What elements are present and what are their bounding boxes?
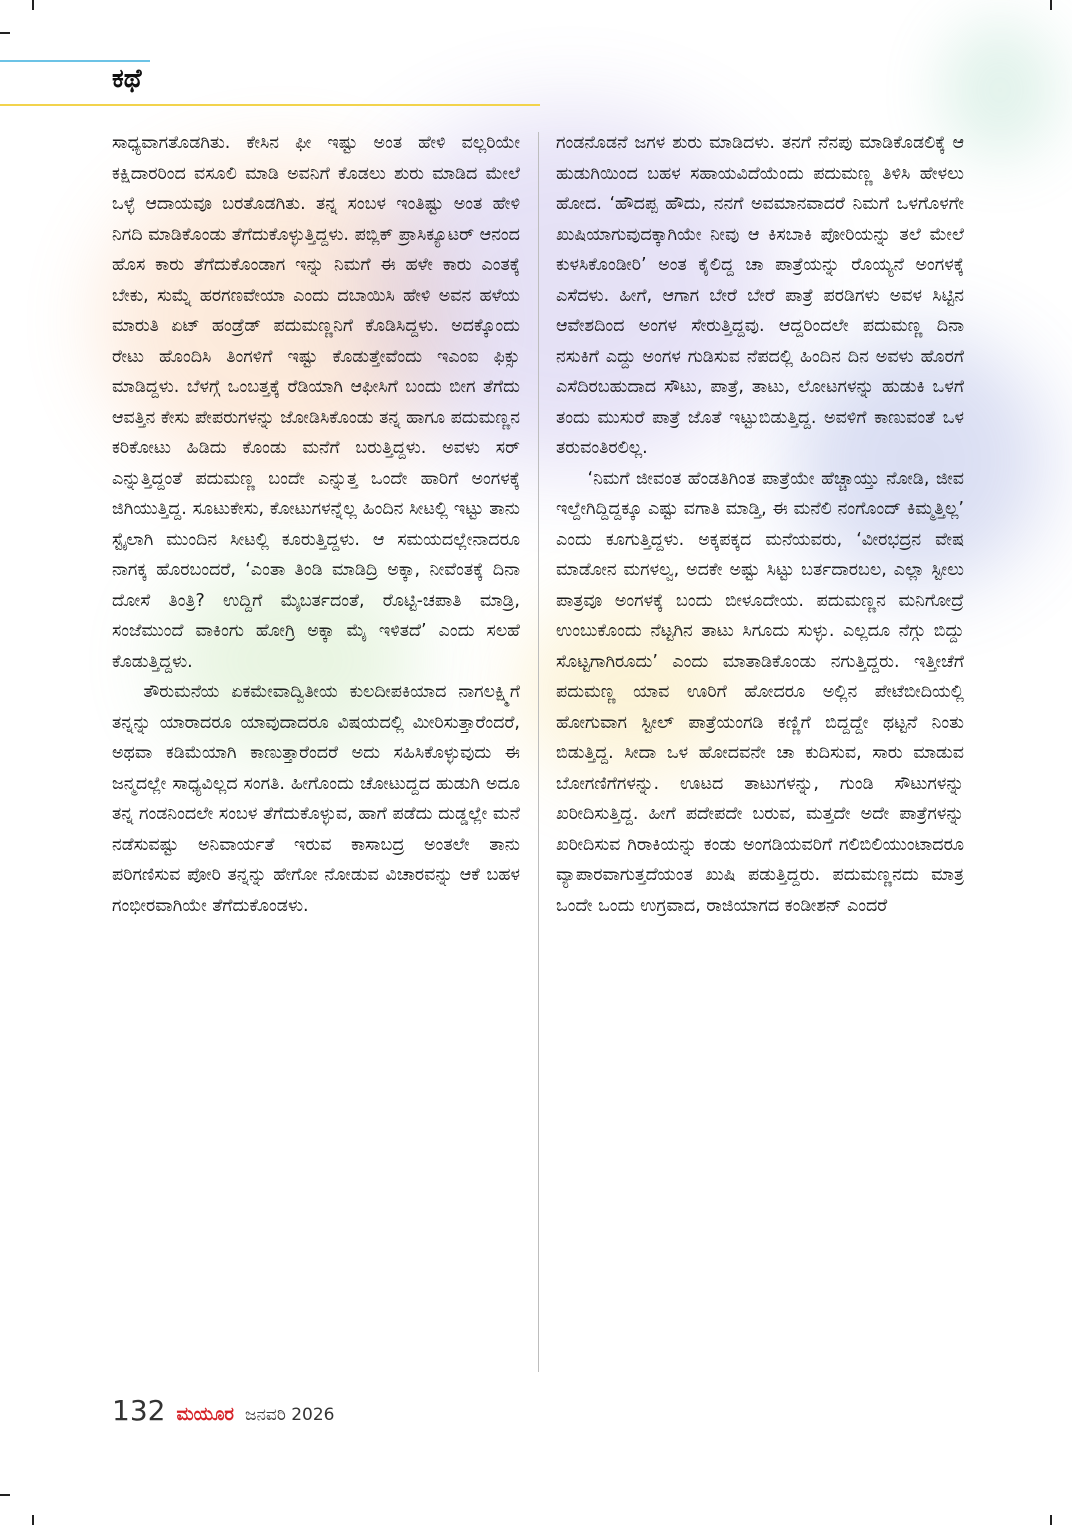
paragraph: ಸಾಧ್ಯವಾಗತೊಡಗಿತು. ಕೇಸಿನ ಫೀ ಇಷ್ಟು ಅಂತ ಹೇಳಿ ವಲ್ಲರಿಯೇ ಕಕ್ಷಿದಾರರಿಂದ ವಸೂಲಿ ಮಾಡಿ ಅವನಿಗೆ ಕೊಡಲು ಶುರು ಮಾಡಿದ ಮೇಲೆ ಒಳ್ಳೆ ಆದಾಯವೂ ಬರತೊಡಗಿತು. ತನ್ನ ಸಂಬಳ ಇಂತಿಷ್ಟು ಅಂತ ಹೇಳಿ ನಿಗದಿ ಮಾಡಿಕೊಂಡು ತೆಗೆದುಕೊಳ್ಳುತ್ತಿದ್ದಳು. ಪಬ್ಲಿಕ್ ಪ್ರಾಸಿಕ್ಯೂಟರ್ ಆನಂದ ಹೊಸ ಕಾರು ತೆಗೆದುಕೊಂಡಾಗ ಇನ್ನು ನಿಮಗೆ ಈ ಹಳೇ ಕಾರು ಎಂತಕ್ಕೆ ಬೇಕು, ಸುಮ್ನೆ ಹರಗಣವೇಯಾ ಎಂದು ದಬಾಯಿಸಿ ಹೇಳಿ ಅವನ ಹಳೆಯ ಮಾರುತಿ ಏಟ್ ಹಂಡ್ರೆಡ್ ಪದುಮಣ್ಣನಿಗೆ ಕೊಡಿಸಿದ್ದಳು. ಅದಕ್ಕೊಂದು ರೇಟು ಹೊಂದಿಸಿ ತಿಂಗಳಿಗೆ ಇಷ್ಟು ಕೊಡುತ್ತೇವೆಂದು ಇಎಂಐ ಫಿಕ್ಸು ಮಾಡಿದ್ದಳು. ಬೆಳಗ್ಗೆ ಒಂಬತ್ತಕ್ಕೆ ರೆಡಿಯಾಗಿ ಆಫೀಸಿಗೆ ಬಂದು ಬೀಗ ತೆಗೆದು ಆವತ್ತಿನ ಕೇಸು ಪೇಪರುಗಳನ್ನು ಜೋಡಿಸಿಕೊಂಡು ತನ್ನ ಹಾಗೂ ಪದುಮಣ್ಣನ ಕರಿಕೋಟು ಹಿಡಿದು ಕೊಂಡು ಮನೆಗೆ ಬರುತ್ತಿದ್ದಳು. ಅವಳು ಸರ್ ಎನ್ನುತ್ತಿದ್ದಂತೆ ಪದುಮಣ್ಣ ಬಂದೇ ಎನ್ನುತ್ತ ಒಂದೇ ಹಾರಿಗೆ ಅಂಗಳಕ್ಕೆ ಜಿಗಿಯುತ್ತಿದ್ದ. ಸೂಟುಕೇಸು, ಕೋಟುಗಳನ್ನೆಲ್ಲ ಹಿಂದಿನ ಸೀಟಲ್ಲಿ ಇಟ್ಟು ತಾನು ಸ್ಟೈಲಾಗಿ ಮುಂದಿನ ಸೀಟಲ್ಲಿ ಕೂರುತ್ತಿದ್ದಳು. ಆ ಸಮಯದಲ್ಲೇನಾದರೂ ನಾಗಕ್ಕ ಹೊರಬಂದರೆ, ‘ಎಂತಾ ತಿಂಡಿ ಮಾಡಿದ್ರಿ ಅಕ್ಕಾ, ನೀವೆಂತಕ್ಕೆ ದಿನಾ ದೋಸೆ ತಿಂತ್ರಿ? ಉದ್ದಿಗೆ ಮೈಬರ್ತದಂತೆ, ರೊಟ್ಟಿ-ಚಪಾತಿ ಮಾಡ್ರಿ, ಸಂಜೆಮುಂದೆ ವಾಕಿಂಗು ಹೋಗ್ರಿ ಅಕ್ಕಾ ಮೈ ಇಳಿತದೆ’ ಎಂದು ಸಲಹೆ ಕೊಡುತ್ತಿದ್ದಳು. [112,133,520,672]
crop-mark [32,0,34,10]
crop-mark [1050,1515,1052,1525]
crop-mark [32,1515,34,1525]
paragraph: ‘ನಿಮಗೆ ಜೀವಂತ ಹೆಂಡತಿಗಿಂತ ಪಾತ್ರೆಯೇ ಹೆಚ್ಚಾಯ್ತು ನೋಡಿ, ಜೀವ ಇಲ್ದೇಗಿದ್ದಿದ್ದಕ್ಕೂ ಎಷ್ಟು ವಗಾತಿ ಮಾಡ್ತಿ, ಈ ಮನೆಲಿ ನಂಗೊಂದ್ ಕಿಮ್ಮತ್ತಿಲ್ಲ’ ಎಂದು ಕೂಗುತ್ತಿದ್ದಳು. ಅಕ್ಕಪಕ್ಕದ ಮನೆಯವರು, ‘ವೀರಭದ್ರನ ವೇಷ ಮಾಡೋನ ಮಗಳಲ್ವ, ಅದಕೇ ಅಷ್ಟು ಸಿಟ್ಟು ಬರ್ತದಾರಬಲ, ಎಲ್ಲಾ ಸ್ಟೀಲು ಪಾತ್ರವೂ ಅಂಗಳಕ್ಕೆ ಬಂದು ಬೀಳೂದೇಯ. ಪದುಮಣ್ಣನ ಮನಿಗೋದ್ರೆ ಉಂಬುಕೊಂದು ನೆಟ್ಟಗಿನ ತಾಟು ಸಿಗೂದು ಸುಳ್ಳು. ಎಲ್ಲದೂ ನೆಗ್ಗು ಬಿದ್ದು ಸೊಟ್ಟಗಾಗಿರೂದು’ ಎಂದು ಮಾತಾಡಿಕೊಂಡು ನಗುತ್ತಿದ್ದರು. ಇತ್ತೀಚೆಗೆ ಪದುಮಣ್ಣ ಯಾವ ಊರಿಗೆ ಹೋದರೂ ಅಲ್ಲಿನ ಪೇಟೆಬೀದಿಯಲ್ಲಿ ಹೋಗುವಾಗ ಸ್ಟೀಲ್ ಪಾತ್ರೆಯಂಗಡಿ ಕಣ್ಣಿಗೆ ಬಿದ್ದದ್ದೇ ಥಟ್ಟನೆ ನಿಂತು ಬಿಡುತ್ತಿದ್ದ. ಸೀದಾ ಒಳ ಹೋದವನೇ ಚಾ ಕುದಿಸುವ, ಸಾರು ಮಾಡುವ ಬೋಗಣಿಗೆಗಳನ್ನು. ಊಟದ ತಾಟುಗಳನ್ನು, ಗುಂಡಿ ಸೌಟುಗಳನ್ನು ಖರೀದಿಸುತ್ತಿದ್ದ. ಹೀಗೆ ಪದೇಪದೇ ಬರುವ, ಮತ್ತದೇ ಅದೇ ಪಾತ್ರೆಗಳನ್ನು ಖರೀದಿಸುವ ಗಿರಾಕಿಯನ್ನು ಕಂಡು ಅಂಗಡಿಯವರಿಗೆ ಗಲಿಬಿಲಿಯುಂಟಾದರೂ ವ್ಯಾಪಾರವಾಗುತ್ತದೆಯಂತ ಖುಷಿ ಪಡುತ್ತಿದ್ದರು. ಪದುಮಣ್ಣನದು ಮಾತ್ರ ಒಂದೇ ಒಂದು ಉಗ್ರವಾದ, ರಾಜಿಯಾಗದ ಕಂಡೀಶನ್ ಎಂದರೆ [556,468,964,916]
section-rule-blue [0,60,150,62]
paragraph: ತೌರುಮನೆಯ ಏಕಮೇವಾದ್ವಿತೀಯ ಕುಲದೀಪಕಿಯಾದ ನಾಗಲಕ್ಷ್ಮಿಗೆ ತನ್ನನ್ನು ಯಾರಾದರೂ ಯಾವುದಾದರೂ ವಿಷಯದಲ್ಲಿ ಮೀರಿಸುತ್ತಾರೆಂದರೆ, ಅಥವಾ ಕಡಿಮೆಯಾಗಿ ಕಾಣುತ್ತಾರೆಂದರೆ ಅದು ಸಹಿಸಿಕೊಳ್ಳುವುದು ಈ ಜನ್ಮದಲ್ಲೇ ಸಾಧ್ಯವಿಲ್ಲದ ಸಂಗತಿ. ಹೀಗೊಂದು ಚೋಟುದ್ದದ ಹುಡುಗಿ ಅದೂ ತನ್ನ ಗಂಡನಿಂದಲೇ ಸಂಬಳ ತೆಗೆದುಕೊಳ್ಳುವ, ಹಾಗೆ ಪಡೆದು ದುಡ್ಡಲ್ಲೇ ಮನೆ ನಡೆಸುವಷ್ಟು ಅನಿವಾರ್ಯತೆ ಇರುವ ಕಾಸಾಬದ್ರ ಅಂತಲೇ ತಾನು ಪರಿಗಣಿಸುವ ಪೋರಿ ತನ್ನನ್ನು ಹೇಗೋ ನೋಡುವ ವಿಚಾರವನ್ನು ಆಕೆ ಬಹಳ ಗಂಭೀರವಾಗಿಯೇ ತೆಗೆದುಕೊಂಡಳು. [112,682,520,916]
crop-mark [1050,0,1052,10]
issue-date: ಜನವರಿ 2026 [245,1405,335,1425]
paragraph: ಗಂಡನೊಡನೆ ಜಗಳ ಶುರು ಮಾಡಿದಳು. ತನಗೆ ನೆನಪು ಮಾಡಿಕೊಡಲಿಕ್ಕೆ ಆ ಹುಡುಗಿಯಿಂದ ಬಹಳ ಸಹಾಯವಿದೆಯೆಂದು ಪದುಮಣ್ಣ ತಿಳಿಸಿ ಹೇಳಲು ಹೋದ. ‘ಹೌದಪ್ಪ ಹೌದು, ನನಗೆ ಅವಮಾನವಾದರೆ ನಿಮಗೆ ಒಳಗೊಳಗೇ ಖುಷಿಯಾಗುವುದಕ್ಕಾಗಿಯೇ ನೀವು ಆ ಕಿಸಬಾಕಿ ಪೋರಿಯನ್ನು ತಲೆ ಮೇಲೆ ಕುಳಸಿಕೊಂಡೀರಿ’ ಅಂತ ಕೈಲಿದ್ದ ಚಾ ಪಾತ್ರೆಯನ್ನು ರೊಯ್ಯನೆ ಅಂಗಳಕ್ಕೆ ಎಸೆದಳು. ಹೀಗೆ, ಆಗಾಗ ಬೇರೆ ಬೇರೆ ಪಾತ್ರೆ ಪರಡಿಗಳು ಅವಳ ಸಿಟ್ಟಿನ ಆವೇಶದಿಂದ ಅಂಗಳ ಸೇರುತ್ತಿದ್ದವು. ಆದ್ದರಿಂದಲೇ ಪದುಮಣ್ಣ ದಿನಾ ನಸುಕಿಗೆ ಎದ್ದು ಅಂಗಳ ಗುಡಿಸುವ ನೆಪದಲ್ಲಿ ಹಿಂದಿನ ದಿನ ಅವಳು ಹೊರಗೆ ಎಸೆದಿರಬಹುದಾದ ಸೌಟು, ಪಾತ್ರೆ, ತಾಟು, ಲೋಟಗಳನ್ನು ಹುಡುಕಿ ಒಳಗೆ ತಂದು ಮುಸುರೆ ಪಾತ್ರೆ ಜೊತೆ ಇಟ್ಟುಬಿಡುತ್ತಿದ್ದ. ಅವಳಿಗೆ ಕಾಣುವಂತೆ ಒಳ ತರುವಂತಿರಲಿಲ್ಲ. [556,133,964,458]
article-column-left [112,128,520,921]
page-number: 132 [112,1394,166,1427]
article-column-right [556,128,964,921]
crop-mark [0,1494,10,1496]
magazine-logo: ಮಯೂರ [176,1404,234,1425]
section-title: ಕಥೆ [112,64,142,94]
section-rule-yellow [0,104,540,106]
column-divider [538,132,539,1372]
page-footer [112,1394,334,1427]
crop-mark [0,32,10,34]
